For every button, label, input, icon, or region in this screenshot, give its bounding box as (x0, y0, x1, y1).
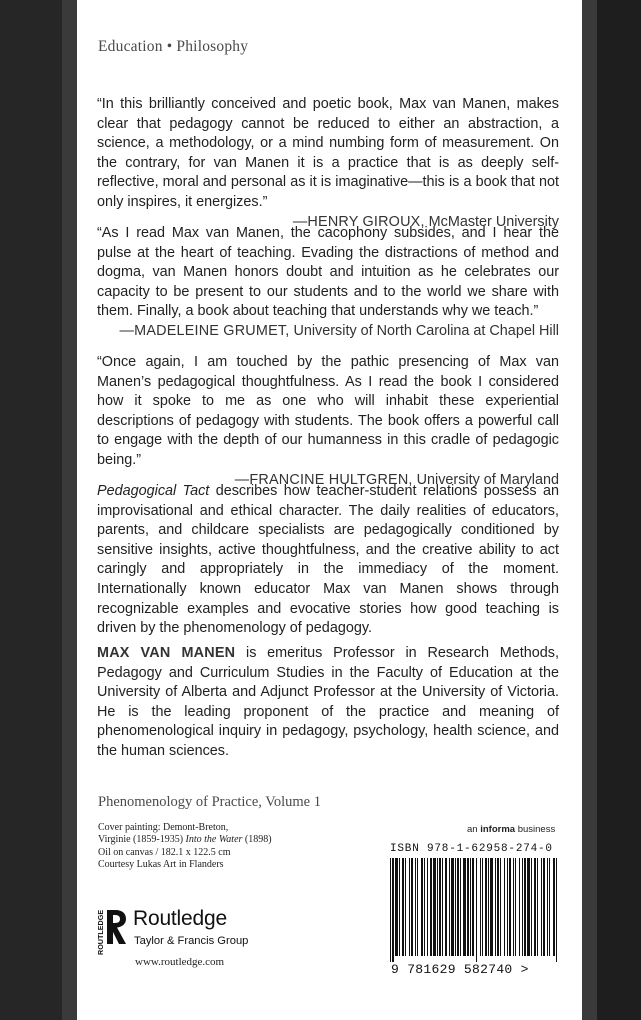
quote-text: “In this brilliantly conceived and poetic book, Max van Manen, makes clear that pedagogy cannot be reduced to either an abstraction, a science, a methodology, or a mind numbing form of measurement. On the contrary, for van Manen it is a practice that is as deeply self-reflective, moral and personal as it is imaginative—this is a book that not only inspires, it energizes.” (97, 96, 559, 210)
barcode-bar (504, 858, 505, 956)
barcode-bar (547, 858, 548, 956)
barcode-bar (427, 858, 428, 956)
barcode-bar (490, 858, 493, 956)
barcode-bar (495, 858, 496, 956)
credit-line-4: Courtesy Lukas Art in Flanders (98, 859, 224, 871)
isbn-text: ISBN 978-1-62958-274-0 (390, 843, 553, 855)
barcode-bar (488, 858, 489, 956)
credit-line-3: Oil on canvas / 182.1 x 122.5 cm (98, 846, 231, 858)
barcode-bar (515, 858, 516, 956)
barcode-bar (417, 858, 418, 956)
cover-left-edge (0, 0, 62, 1020)
barcode-bar (433, 858, 436, 956)
barcode-bar (527, 858, 530, 956)
barcode-bar (463, 858, 466, 956)
barcode-bar (522, 858, 523, 956)
quote-affiliation: University of North Carolina at Chapel Hill (293, 322, 559, 339)
subject-category: Education • Philosophy (98, 38, 249, 55)
credit-line-1: Cover painting: Demont-Breton, (98, 822, 229, 833)
book-description (97, 482, 559, 639)
barcode-bar (476, 858, 477, 962)
barcode-bar (402, 858, 404, 956)
cover-right-fold (582, 0, 597, 1020)
barcode-bar (507, 858, 508, 956)
barcode-bar (445, 858, 447, 956)
informa-business-tag (467, 824, 555, 835)
barcode-bar (442, 858, 443, 956)
back-cover (77, 0, 582, 1020)
cover-left-fold (62, 0, 77, 1020)
painting-year: (1898) (242, 834, 272, 846)
barcode-bar (399, 858, 400, 956)
quote-text: “Once again, I am touched by the pathic presencing of Max van Manen’s pedagogical thoughtfulness. As I read the book I considered how it spoke to me as one who will inhabit these experiential descriptions of pedagogy with students. The book offers a powerful call to engage with the depth of our humanness in this cradle of pedagogic being.” (97, 354, 559, 468)
barcode-number: 9 781629 582740 > (391, 962, 529, 977)
barcode-bar (415, 858, 416, 956)
barcode-bar (392, 858, 394, 962)
barcode-bar (500, 858, 501, 956)
routledge-r-icon (105, 908, 127, 946)
informa-pre: an (467, 824, 481, 835)
barcode-bar (485, 858, 487, 956)
cover-credit (98, 822, 272, 872)
description-text: describes how teacher-student relations possess an improvisational and ethical character. The daily realities of educators, parents, and childcare specialists are pedagogically conditioned by sensitive insights, active thoughtfulness, and the creative ability to act caringly and appropriately in the immediacy of the moment. Internationally known educator Max van Manen shows through recognizable examples and evocative stories how good teaching is driven by the phenomenology of pedagogy. (97, 483, 559, 637)
barcode-bar (472, 858, 474, 956)
author-bio (97, 644, 559, 762)
barcode-bar (455, 858, 456, 956)
credit-artist-dates: Virginie (1859-1935) (98, 834, 186, 846)
publisher-group: Taylor & Francis Group (134, 935, 249, 947)
barcode-bar (460, 858, 461, 956)
side-wordmark-text: ROUTLEDGE (96, 909, 105, 955)
book-title: Pedagogical Tact (97, 483, 210, 499)
barcode-bar (531, 858, 532, 956)
barcode-bar (421, 858, 423, 956)
publisher-logo (94, 906, 274, 956)
barcode-bar (405, 858, 406, 956)
credit-line-2 (98, 834, 272, 846)
publisher-name: Routledge (133, 907, 227, 930)
informa-brand: informa (480, 824, 516, 835)
barcode-bar (509, 858, 511, 956)
quote-author: —FRANCINE HULTGREN, (234, 471, 413, 488)
endorsement-quote-1 (97, 95, 559, 232)
barcode-bar (424, 858, 425, 956)
barcode-bar (449, 858, 450, 956)
series-title: Phenomenology of Practice, Volume 1 (98, 794, 321, 810)
quote-author: —HENRY GIROUX, (292, 213, 425, 230)
barcode-bar (524, 858, 526, 956)
barcode-bar (541, 858, 542, 956)
barcode-bar (395, 858, 398, 956)
barcode-bar (470, 858, 471, 956)
painting-title: Into the Water (185, 834, 243, 846)
quote-attribution (97, 322, 559, 342)
barcode-bar (543, 858, 545, 956)
publisher-url[interactable]: www.routledge.com (135, 956, 225, 968)
cover-right-edge (597, 0, 641, 1020)
barcode-bar (519, 858, 520, 956)
barcode-bar (480, 858, 481, 956)
barcode-bar (439, 858, 441, 956)
barcode-bar (482, 858, 483, 956)
barcode-bar (437, 858, 438, 956)
barcode-bar (549, 858, 550, 956)
barcode-bar (409, 858, 410, 956)
endorsement-quote-3 (97, 353, 559, 490)
bio-text: is emeritus Professor in Research Methods, Pedagogy and Curriculum Studies in the Faculty of Education at the University of Alberta and Adjunct Professor at the University of Victoria. He is the leading proponent of the practice and meaning of phenomenological inquiry in pedagogy, psychology, health science, and the human sciences. (97, 645, 559, 759)
quote-author: —MADELEINE GRUMET, (119, 322, 290, 339)
barcode-bar (513, 858, 514, 956)
barcode-bar (390, 858, 391, 962)
barcode (390, 858, 558, 962)
informa-post: business (515, 824, 556, 835)
barcode-bar (534, 858, 536, 956)
barcode-bar (430, 858, 432, 956)
barcode-bar (451, 858, 454, 956)
quote-affiliation: University of Maryland (416, 471, 559, 488)
barcode-bar (553, 858, 555, 956)
quote-text: “As I read Max van Manen, the cacophony subsides, and I hear the pulse at the heart of teaching. Evading the distractions of method and dogma, van Manen honors doubt and intuition as he celebrates our capacity to be present to our students and to the world we share with them. Finally, a book about teaching that understands why we teach.” (97, 225, 559, 320)
barcode-bar (457, 858, 459, 956)
barcode-bar (411, 858, 413, 956)
barcode-bar (537, 858, 538, 956)
barcode-bar (467, 858, 469, 956)
quote-affiliation: McMaster University (428, 213, 559, 230)
barcode-bar (556, 858, 557, 962)
author-name: MAX VAN MANEN (97, 645, 236, 661)
barcode-bar (497, 858, 499, 956)
endorsement-quote-2 (97, 224, 559, 342)
